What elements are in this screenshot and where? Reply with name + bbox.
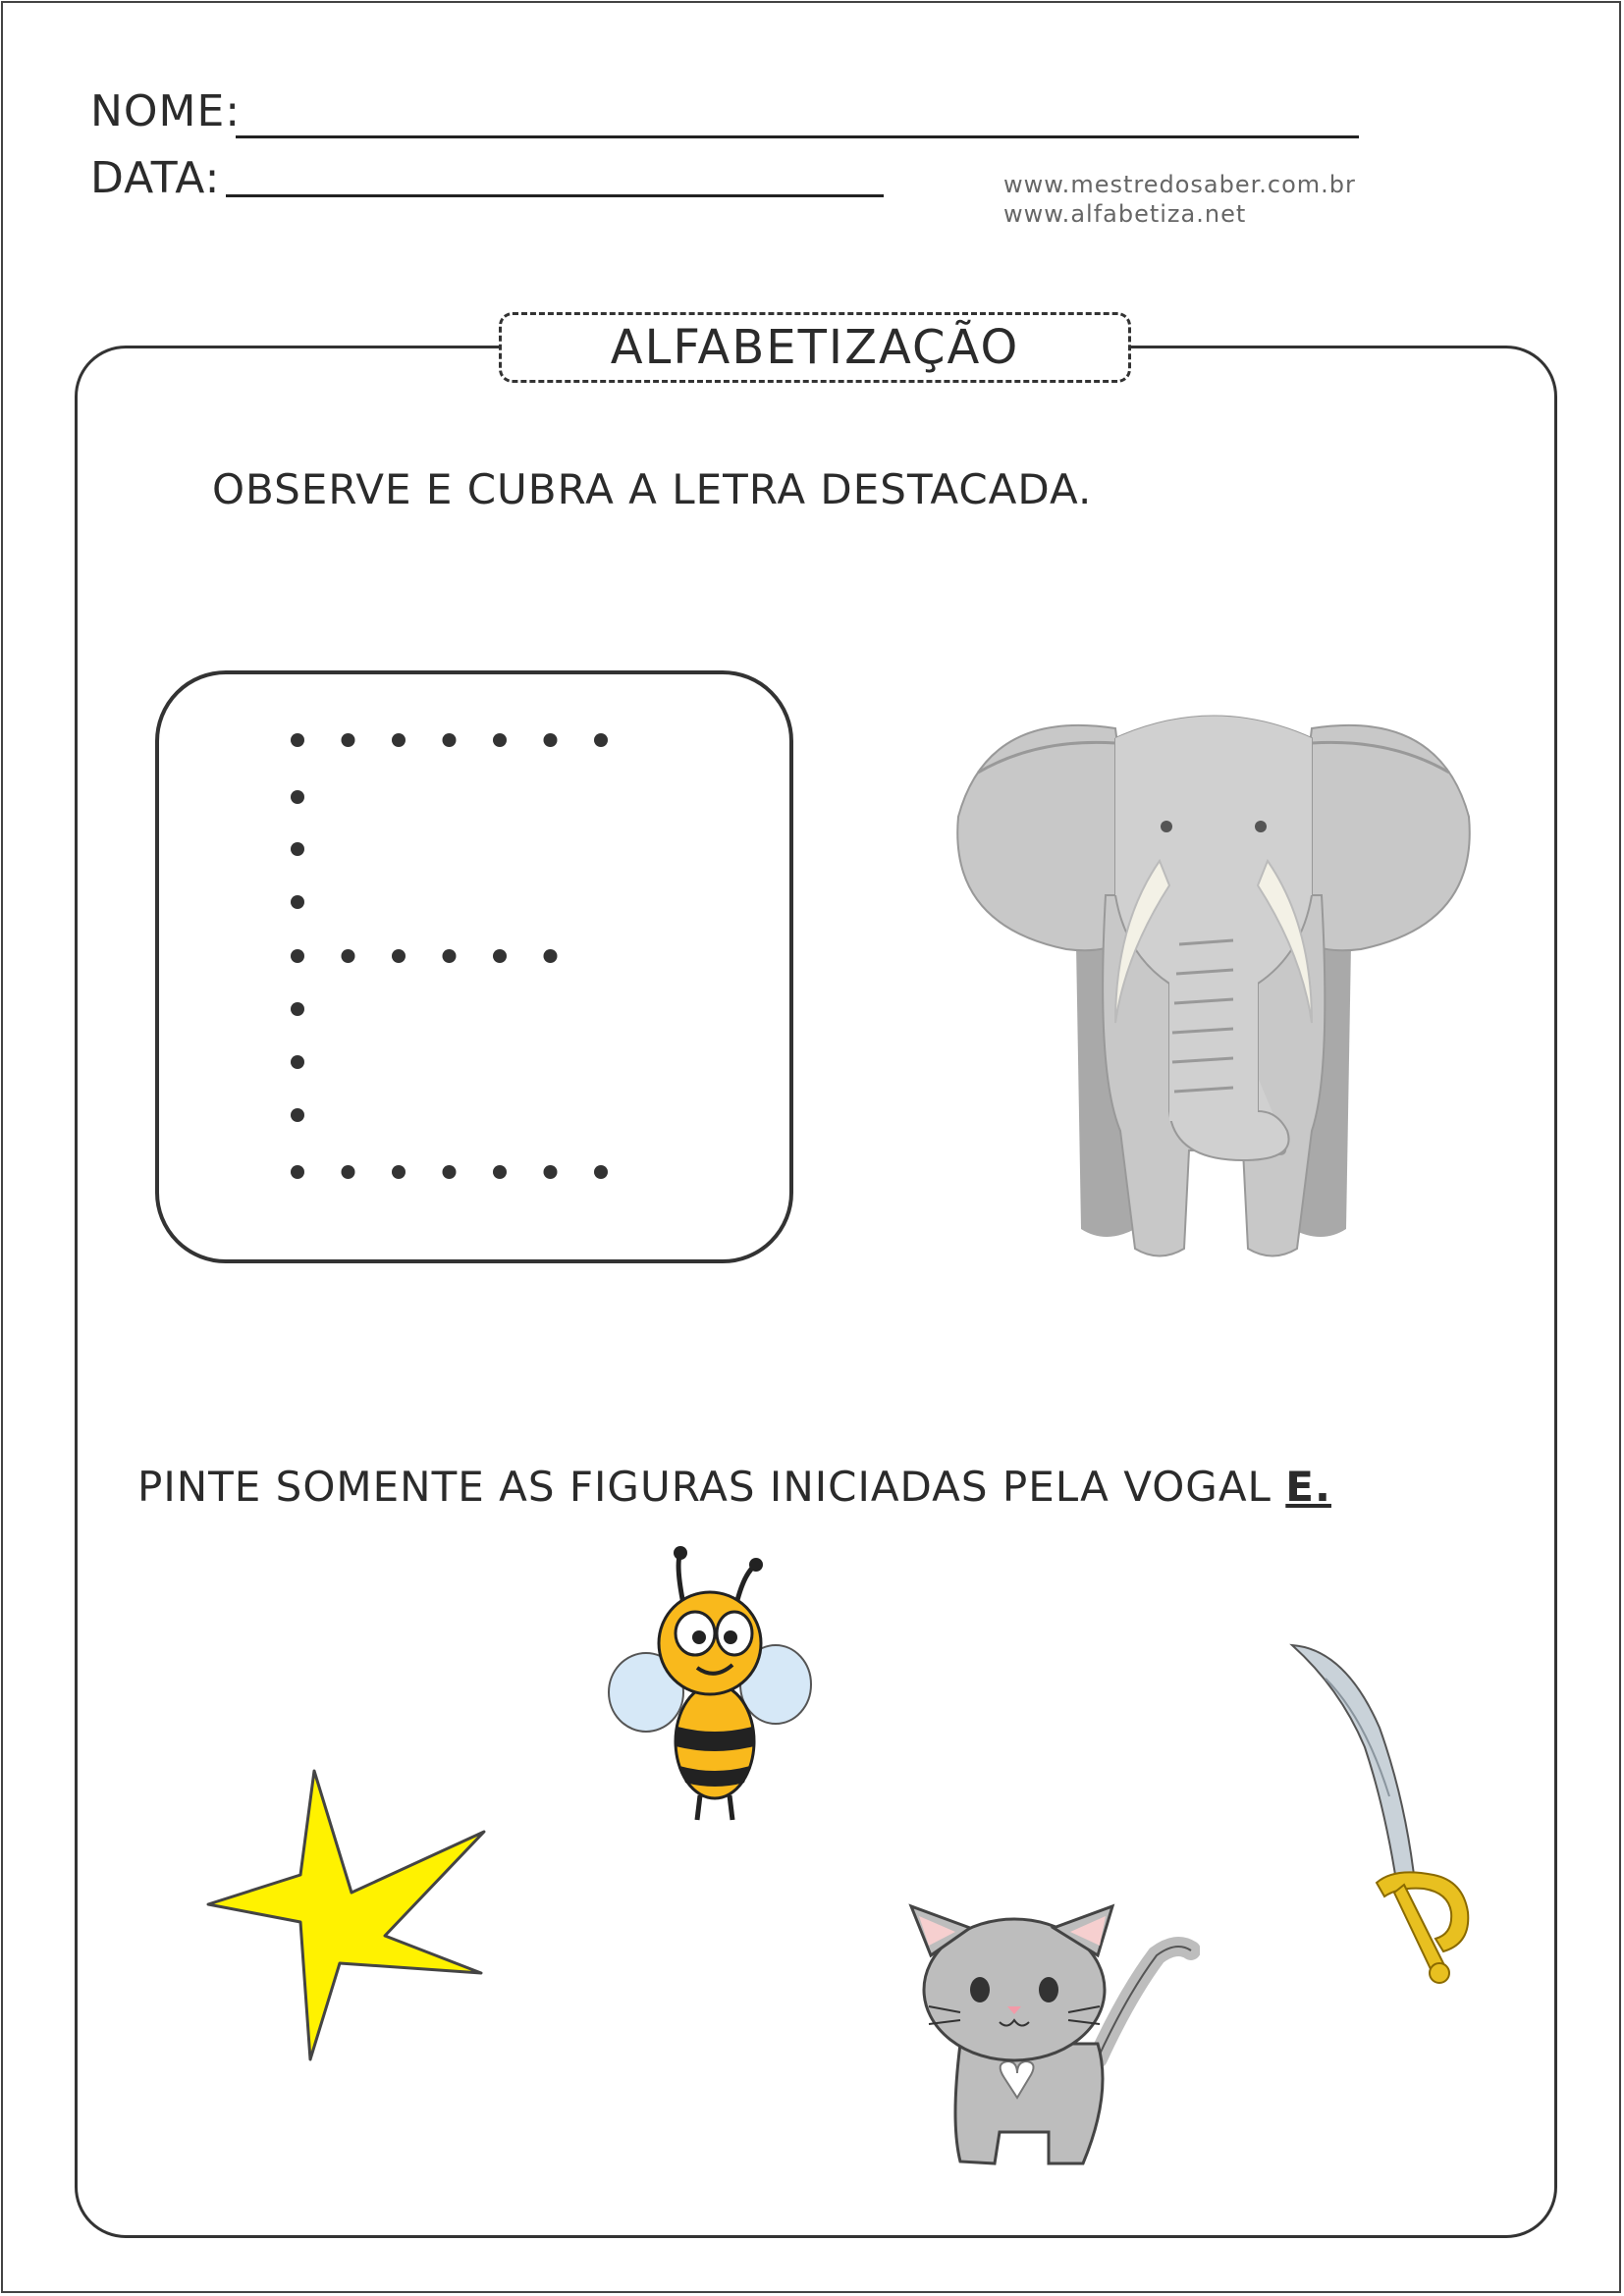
trace-dot: [392, 949, 406, 963]
trace-dot: [493, 733, 507, 747]
website-2: www.alfabetiza.net: [1003, 200, 1247, 228]
trace-dot: [594, 1165, 608, 1179]
trace-dot: [291, 949, 304, 963]
trace-dot: [291, 733, 304, 747]
trace-dot: [392, 1165, 406, 1179]
highlighted-vowel: E: [1285, 1463, 1315, 1511]
date-field[interactable]: [226, 194, 884, 197]
trace-dot: [342, 733, 355, 747]
trace-dot: [291, 1055, 304, 1069]
trace-dot: [392, 733, 406, 747]
dotted-letter-e[interactable]: [159, 674, 797, 1267]
sword-icon[interactable]: [1286, 1639, 1475, 1995]
letter-trace-box[interactable]: [155, 670, 793, 1263]
trace-dot: [594, 733, 608, 747]
date-label: DATA:: [90, 153, 221, 203]
trace-dot: [544, 733, 558, 747]
trace-dot: [493, 1165, 507, 1179]
trace-dot: [291, 1165, 304, 1179]
trace-dot: [342, 949, 355, 963]
trace-dot: [291, 1002, 304, 1016]
cat-icon[interactable]: [901, 1896, 1200, 2177]
trace-dot: [291, 842, 304, 856]
trace-dot: [493, 949, 507, 963]
trace-dot: [443, 1165, 457, 1179]
bee-icon[interactable]: [607, 1545, 813, 1828]
website-1: www.mestredosaber.com.br: [1003, 171, 1356, 198]
trace-dot: [544, 949, 558, 963]
name-field[interactable]: [236, 135, 1359, 138]
instruction-paint-text: PINTE SOMENTE AS FIGURAS INICIADAS PELA VOGAL: [137, 1463, 1286, 1511]
name-label: NOME:: [90, 86, 242, 136]
elephant-icon: [948, 699, 1479, 1278]
trace-dot: [544, 1165, 558, 1179]
instruction-paint: [137, 1463, 1331, 1511]
star-icon[interactable]: [204, 1767, 489, 2061]
trace-dot: [443, 733, 457, 747]
trace-dot: [443, 949, 457, 963]
trace-dot: [342, 1165, 355, 1179]
instruction-trace: OBSERVE E CUBRA A LETRA DESTACADA.: [212, 465, 1093, 513]
instruction-period: .: [1315, 1463, 1331, 1511]
page-title-text: ALFABETIZAÇÃO: [610, 320, 1020, 375]
page-title: [499, 312, 1131, 383]
trace-dot: [291, 895, 304, 909]
trace-dot: [291, 1108, 304, 1122]
trace-dot: [291, 790, 304, 804]
